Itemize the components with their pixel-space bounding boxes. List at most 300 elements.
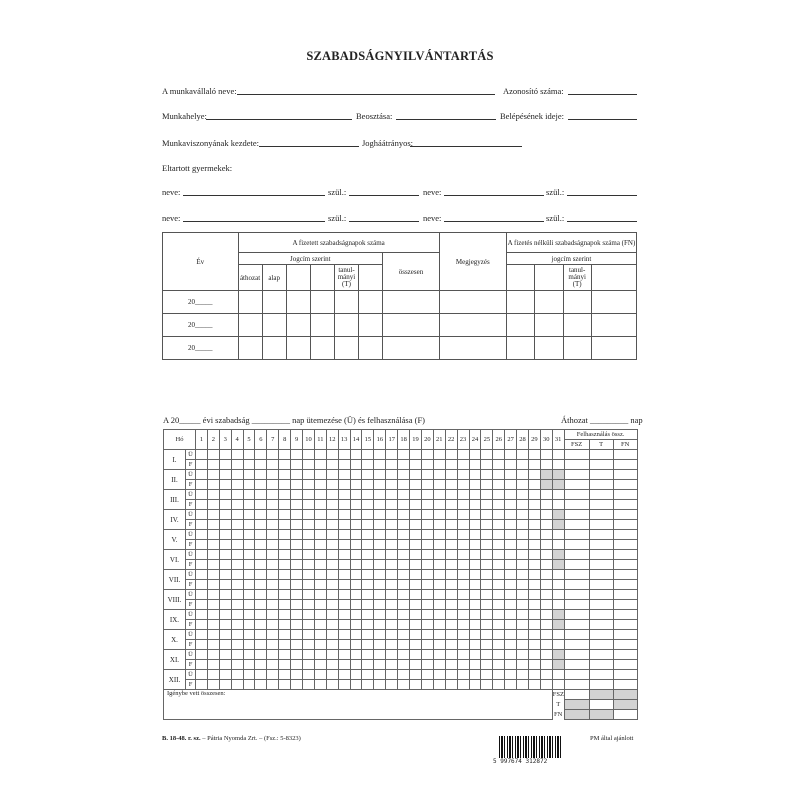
day-cell[interactable] <box>207 600 219 610</box>
day-cell[interactable] <box>374 540 386 550</box>
day-cell[interactable] <box>481 520 493 530</box>
day-cell[interactable] <box>326 520 338 530</box>
day-cell[interactable] <box>410 630 422 640</box>
day-cell[interactable] <box>350 570 362 580</box>
day-cell[interactable] <box>231 660 243 670</box>
day-cell[interactable] <box>255 660 267 670</box>
day-cell[interactable] <box>231 610 243 620</box>
day-cell[interactable] <box>552 480 564 490</box>
day-cell[interactable] <box>540 660 552 670</box>
usage-cell[interactable] <box>589 510 613 520</box>
day-cell[interactable] <box>207 680 219 690</box>
day-cell[interactable] <box>196 670 208 680</box>
day-cell[interactable] <box>481 510 493 520</box>
day-cell[interactable] <box>267 610 279 620</box>
day-cell[interactable] <box>243 660 255 670</box>
total-cell[interactable] <box>589 690 613 700</box>
day-cell[interactable] <box>517 630 529 640</box>
day-cell[interactable] <box>505 590 517 600</box>
day-cell[interactable] <box>386 620 398 630</box>
day-cell[interactable] <box>445 650 457 660</box>
day-cell[interactable] <box>421 460 433 470</box>
usage-cell[interactable] <box>564 650 589 660</box>
day-cell[interactable] <box>469 680 481 690</box>
day-cell[interactable] <box>243 620 255 630</box>
day-cell[interactable] <box>457 650 469 660</box>
usage-cell[interactable] <box>613 600 637 610</box>
total-cell[interactable] <box>564 700 589 710</box>
day-cell[interactable] <box>219 600 231 610</box>
day-cell[interactable] <box>493 500 505 510</box>
day-cell[interactable] <box>386 460 398 470</box>
employee-name-field[interactable] <box>237 94 495 95</box>
day-cell[interactable] <box>362 510 374 520</box>
day-cell[interactable] <box>362 460 374 470</box>
day-cell[interactable] <box>326 500 338 510</box>
day-cell[interactable] <box>517 600 529 610</box>
day-cell[interactable] <box>362 580 374 590</box>
day-cell[interactable] <box>410 520 422 530</box>
day-cell[interactable] <box>231 460 243 470</box>
day-cell[interactable] <box>207 450 219 460</box>
day-cell[interactable] <box>517 550 529 560</box>
day-cell[interactable] <box>374 610 386 620</box>
day-cell[interactable] <box>505 620 517 630</box>
child-name-field[interactable] <box>183 221 325 222</box>
usage-cell[interactable] <box>564 510 589 520</box>
day-cell[interactable] <box>421 550 433 560</box>
day-cell[interactable] <box>219 630 231 640</box>
day-cell[interactable] <box>517 490 529 500</box>
day-cell[interactable] <box>433 680 445 690</box>
day-cell[interactable] <box>219 510 231 520</box>
day-cell[interactable] <box>552 520 564 530</box>
day-cell[interactable] <box>196 490 208 500</box>
day-cell[interactable] <box>493 550 505 560</box>
day-cell[interactable] <box>196 680 208 690</box>
day-cell[interactable] <box>243 610 255 620</box>
day-cell[interactable] <box>291 600 303 610</box>
day-cell[interactable] <box>267 570 279 580</box>
day-cell[interactable] <box>279 680 291 690</box>
day-cell[interactable] <box>338 560 350 570</box>
day-cell[interactable] <box>338 670 350 680</box>
day-cell[interactable] <box>207 490 219 500</box>
day-cell[interactable] <box>374 480 386 490</box>
day-cell[interactable] <box>410 580 422 590</box>
total-cell[interactable] <box>589 710 613 720</box>
day-cell[interactable] <box>291 580 303 590</box>
day-cell[interactable] <box>540 590 552 600</box>
day-cell[interactable] <box>374 500 386 510</box>
day-cell[interactable] <box>243 540 255 550</box>
day-cell[interactable] <box>314 480 326 490</box>
day-cell[interactable] <box>303 490 315 500</box>
day-cell[interactable] <box>243 450 255 460</box>
day-cell[interactable] <box>243 510 255 520</box>
usage-cell[interactable] <box>589 610 613 620</box>
day-cell[interactable] <box>421 680 433 690</box>
day-cell[interactable] <box>303 640 315 650</box>
day-cell[interactable] <box>433 480 445 490</box>
day-cell[interactable] <box>314 540 326 550</box>
day-cell[interactable] <box>350 580 362 590</box>
day-cell[interactable] <box>255 550 267 560</box>
day-cell[interactable] <box>267 650 279 660</box>
day-cell[interactable] <box>469 450 481 460</box>
day-cell[interactable] <box>505 630 517 640</box>
day-cell[interactable] <box>517 520 529 530</box>
day-cell[interactable] <box>505 560 517 570</box>
day-cell[interactable] <box>445 670 457 680</box>
usage-cell[interactable] <box>613 450 637 460</box>
day-cell[interactable] <box>326 530 338 540</box>
day-cell[interactable] <box>362 530 374 540</box>
day-cell[interactable] <box>326 570 338 580</box>
day-cell[interactable] <box>196 580 208 590</box>
day-cell[interactable] <box>219 570 231 580</box>
day-cell[interactable] <box>552 670 564 680</box>
day-cell[interactable] <box>279 580 291 590</box>
day-cell[interactable] <box>493 630 505 640</box>
usage-cell[interactable] <box>613 480 637 490</box>
day-cell[interactable] <box>481 610 493 620</box>
day-cell[interactable] <box>291 640 303 650</box>
day-cell[interactable] <box>279 610 291 620</box>
day-cell[interactable] <box>338 620 350 630</box>
day-cell[interactable] <box>421 610 433 620</box>
day-cell[interactable] <box>231 550 243 560</box>
day-cell[interactable] <box>552 680 564 690</box>
day-cell[interactable] <box>350 600 362 610</box>
day-cell[interactable] <box>481 460 493 470</box>
day-cell[interactable] <box>291 610 303 620</box>
day-cell[interactable] <box>469 600 481 610</box>
day-cell[interactable] <box>338 540 350 550</box>
day-cell[interactable] <box>219 580 231 590</box>
day-cell[interactable] <box>219 660 231 670</box>
day-cell[interactable] <box>338 640 350 650</box>
day-cell[interactable] <box>469 610 481 620</box>
day-cell[interactable] <box>267 580 279 590</box>
day-cell[interactable] <box>398 620 410 630</box>
day-cell[interactable] <box>362 550 374 560</box>
day-cell[interactable] <box>457 610 469 620</box>
usage-cell[interactable] <box>564 600 589 610</box>
day-cell[interactable] <box>326 560 338 570</box>
day-cell[interactable] <box>386 510 398 520</box>
usage-cell[interactable] <box>613 490 637 500</box>
day-cell[interactable] <box>517 580 529 590</box>
day-cell[interactable] <box>433 510 445 520</box>
day-cell[interactable] <box>279 560 291 570</box>
day-cell[interactable] <box>517 620 529 630</box>
day-cell[interactable] <box>362 680 374 690</box>
child-name-field[interactable] <box>444 195 544 196</box>
day-cell[interactable] <box>493 530 505 540</box>
day-cell[interactable] <box>326 630 338 640</box>
day-cell[interactable] <box>196 480 208 490</box>
day-cell[interactable] <box>433 650 445 660</box>
day-cell[interactable] <box>255 630 267 640</box>
day-cell[interactable] <box>374 660 386 670</box>
day-cell[interactable] <box>505 680 517 690</box>
day-cell[interactable] <box>255 590 267 600</box>
day-cell[interactable] <box>552 450 564 460</box>
day-cell[interactable] <box>196 460 208 470</box>
day-cell[interactable] <box>469 560 481 570</box>
day-cell[interactable] <box>326 670 338 680</box>
day-cell[interactable] <box>303 600 315 610</box>
day-cell[interactable] <box>540 650 552 660</box>
day-cell[interactable] <box>314 680 326 690</box>
day-cell[interactable] <box>362 600 374 610</box>
day-cell[interactable] <box>303 560 315 570</box>
day-cell[interactable] <box>552 540 564 550</box>
day-cell[interactable] <box>279 490 291 500</box>
day-cell[interactable] <box>445 530 457 540</box>
day-cell[interactable] <box>350 680 362 690</box>
day-cell[interactable] <box>469 520 481 530</box>
day-cell[interactable] <box>219 490 231 500</box>
day-cell[interactable] <box>386 670 398 680</box>
usage-cell[interactable] <box>564 620 589 630</box>
day-cell[interactable] <box>386 560 398 570</box>
day-cell[interactable] <box>517 660 529 670</box>
day-cell[interactable] <box>326 660 338 670</box>
day-cell[interactable] <box>505 450 517 460</box>
day-cell[interactable] <box>267 680 279 690</box>
day-cell[interactable] <box>303 580 315 590</box>
day-cell[interactable] <box>231 670 243 680</box>
day-cell[interactable] <box>374 620 386 630</box>
day-cell[interactable] <box>207 530 219 540</box>
day-cell[interactable] <box>303 470 315 480</box>
day-cell[interactable] <box>314 630 326 640</box>
day-cell[interactable] <box>219 460 231 470</box>
day-cell[interactable] <box>231 620 243 630</box>
day-cell[interactable] <box>303 500 315 510</box>
day-cell[interactable] <box>255 620 267 630</box>
day-cell[interactable] <box>493 650 505 660</box>
day-cell[interactable] <box>457 490 469 500</box>
total-cell[interactable] <box>613 690 637 700</box>
day-cell[interactable] <box>528 640 540 650</box>
day-cell[interactable] <box>398 510 410 520</box>
day-cell[interactable] <box>445 550 457 560</box>
day-cell[interactable] <box>410 470 422 480</box>
usage-cell[interactable] <box>589 650 613 660</box>
day-cell[interactable] <box>386 470 398 480</box>
day-cell[interactable] <box>303 450 315 460</box>
day-cell[interactable] <box>303 510 315 520</box>
day-cell[interactable] <box>469 580 481 590</box>
day-cell[interactable] <box>457 660 469 670</box>
day-cell[interactable] <box>350 540 362 550</box>
day-cell[interactable] <box>279 540 291 550</box>
day-cell[interactable] <box>362 490 374 500</box>
day-cell[interactable] <box>540 550 552 560</box>
day-cell[interactable] <box>410 450 422 460</box>
day-cell[interactable] <box>338 660 350 670</box>
day-cell[interactable] <box>326 450 338 460</box>
day-cell[interactable] <box>350 510 362 520</box>
day-cell[interactable] <box>457 460 469 470</box>
day-cell[interactable] <box>398 470 410 480</box>
day-cell[interactable] <box>457 600 469 610</box>
day-cell[interactable] <box>433 620 445 630</box>
day-cell[interactable] <box>481 650 493 660</box>
day-cell[interactable] <box>338 600 350 610</box>
day-cell[interactable] <box>398 680 410 690</box>
total-cell[interactable] <box>613 710 637 720</box>
day-cell[interactable] <box>433 590 445 600</box>
day-cell[interactable] <box>457 470 469 480</box>
day-cell[interactable] <box>314 640 326 650</box>
day-cell[interactable] <box>552 640 564 650</box>
day-cell[interactable] <box>243 480 255 490</box>
day-cell[interactable] <box>207 660 219 670</box>
day-cell[interactable] <box>433 600 445 610</box>
day-cell[interactable] <box>267 600 279 610</box>
day-cell[interactable] <box>421 450 433 460</box>
day-cell[interactable] <box>540 460 552 470</box>
day-cell[interactable] <box>445 680 457 690</box>
day-cell[interactable] <box>231 490 243 500</box>
day-cell[interactable] <box>196 640 208 650</box>
day-cell[interactable] <box>350 660 362 670</box>
day-cell[interactable] <box>219 560 231 570</box>
day-cell[interactable] <box>481 490 493 500</box>
usage-cell[interactable] <box>613 540 637 550</box>
usage-cell[interactable] <box>589 540 613 550</box>
day-cell[interactable] <box>362 620 374 630</box>
day-cell[interactable] <box>255 560 267 570</box>
day-cell[interactable] <box>517 530 529 540</box>
day-cell[interactable] <box>338 650 350 660</box>
day-cell[interactable] <box>481 500 493 510</box>
day-cell[interactable] <box>493 600 505 610</box>
day-cell[interactable] <box>374 570 386 580</box>
day-cell[interactable] <box>421 560 433 570</box>
day-cell[interactable] <box>279 600 291 610</box>
day-cell[interactable] <box>445 630 457 640</box>
day-cell[interactable] <box>410 640 422 650</box>
day-cell[interactable] <box>398 670 410 680</box>
day-cell[interactable] <box>279 670 291 680</box>
day-cell[interactable] <box>303 610 315 620</box>
day-cell[interactable] <box>528 590 540 600</box>
day-cell[interactable] <box>493 480 505 490</box>
day-cell[interactable] <box>528 460 540 470</box>
day-cell[interactable] <box>231 520 243 530</box>
day-cell[interactable] <box>326 580 338 590</box>
usage-cell[interactable] <box>564 450 589 460</box>
day-cell[interactable] <box>410 500 422 510</box>
day-cell[interactable] <box>493 570 505 580</box>
day-cell[interactable] <box>291 650 303 660</box>
day-cell[interactable] <box>279 590 291 600</box>
day-cell[interactable] <box>374 630 386 640</box>
day-cell[interactable] <box>517 470 529 480</box>
day-cell[interactable] <box>338 630 350 640</box>
usage-cell[interactable] <box>589 520 613 530</box>
usage-cell[interactable] <box>613 680 637 690</box>
day-cell[interactable] <box>540 570 552 580</box>
usage-cell[interactable] <box>613 530 637 540</box>
day-cell[interactable] <box>243 570 255 580</box>
day-cell[interactable] <box>255 670 267 680</box>
day-cell[interactable] <box>219 640 231 650</box>
day-cell[interactable] <box>219 680 231 690</box>
day-cell[interactable] <box>410 620 422 630</box>
day-cell[interactable] <box>481 660 493 670</box>
day-cell[interactable] <box>255 570 267 580</box>
day-cell[interactable] <box>338 470 350 480</box>
day-cell[interactable] <box>267 640 279 650</box>
day-cell[interactable] <box>374 600 386 610</box>
day-cell[interactable] <box>326 610 338 620</box>
day-cell[interactable] <box>481 560 493 570</box>
day-cell[interactable] <box>374 550 386 560</box>
usage-cell[interactable] <box>589 550 613 560</box>
day-cell[interactable] <box>528 670 540 680</box>
day-cell[interactable] <box>398 580 410 590</box>
day-cell[interactable] <box>207 620 219 630</box>
day-cell[interactable] <box>350 520 362 530</box>
day-cell[interactable] <box>540 470 552 480</box>
day-cell[interactable] <box>528 600 540 610</box>
day-cell[interactable] <box>267 510 279 520</box>
day-cell[interactable] <box>540 530 552 540</box>
day-cell[interactable] <box>326 640 338 650</box>
day-cell[interactable] <box>505 490 517 500</box>
day-cell[interactable] <box>505 480 517 490</box>
day-cell[interactable] <box>314 620 326 630</box>
day-cell[interactable] <box>433 560 445 570</box>
day-cell[interactable] <box>493 470 505 480</box>
day-cell[interactable] <box>421 650 433 660</box>
day-cell[interactable] <box>528 530 540 540</box>
day-cell[interactable] <box>469 630 481 640</box>
day-cell[interactable] <box>493 590 505 600</box>
day-cell[interactable] <box>386 680 398 690</box>
day-cell[interactable] <box>243 670 255 680</box>
day-cell[interactable] <box>196 550 208 560</box>
day-cell[interactable] <box>493 660 505 670</box>
day-cell[interactable] <box>362 590 374 600</box>
day-cell[interactable] <box>517 680 529 690</box>
day-cell[interactable] <box>528 450 540 460</box>
day-cell[interactable] <box>552 610 564 620</box>
usage-cell[interactable] <box>564 530 589 540</box>
day-cell[interactable] <box>398 570 410 580</box>
day-cell[interactable] <box>231 540 243 550</box>
day-cell[interactable] <box>457 680 469 690</box>
day-cell[interactable] <box>493 520 505 530</box>
day-cell[interactable] <box>386 650 398 660</box>
child-born-field[interactable] <box>567 195 637 196</box>
day-cell[interactable] <box>505 550 517 560</box>
day-cell[interactable] <box>231 570 243 580</box>
day-cell[interactable] <box>540 450 552 460</box>
day-cell[interactable] <box>207 570 219 580</box>
child-born-field[interactable] <box>567 221 637 222</box>
usage-cell[interactable] <box>613 510 637 520</box>
day-cell[interactable] <box>517 480 529 490</box>
day-cell[interactable] <box>291 510 303 520</box>
day-cell[interactable] <box>219 670 231 680</box>
